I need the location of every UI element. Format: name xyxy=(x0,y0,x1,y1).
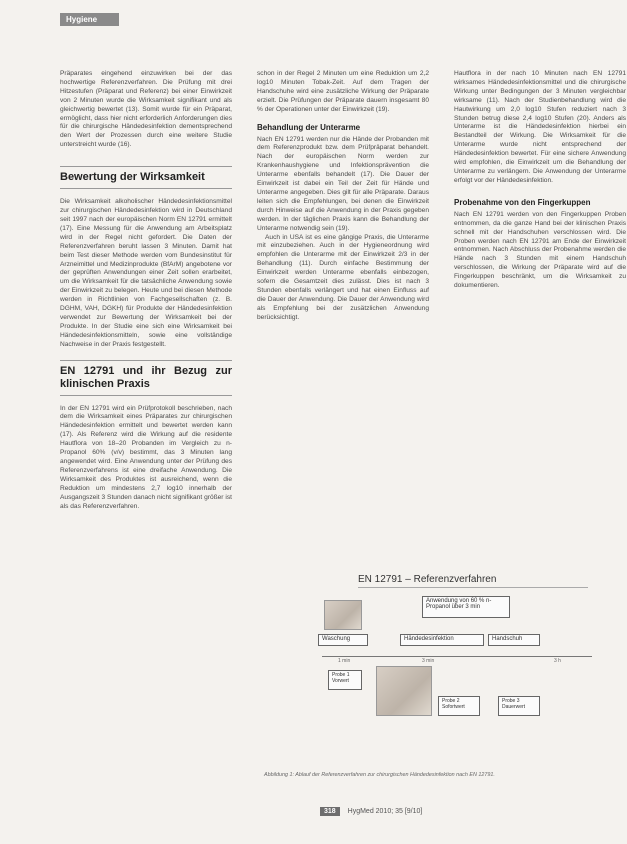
paragraph: Hautflora in der nach 10 Minuten nach EN 12791 wirksames Händedesinfektionsmittel und die chirurgische Wirkung unter Bedingungen der 3 Minuten vergleichbar wirksame (11). Nach der Studienbehandlung wird die Hautwirkung um 2,0 log10 Stufen reduziert nach 3 Stunden betrug diese 2,4 log10 Stufen (20). Anders als Unterarme ist die Händedesinfektion hierbei ein Bestandteil der Wirkung. Die Wirksamkeit für die Unterarme wurde nicht entsprechend der Händedesinfektion bewertet. Für eine sichere Anwendung wird empfohlen, die Einwirkzeit um die Behandlung der Unterarme zu verlängern. Die Anwendung der Unterarme erfolgt vor der Händedesinfektion. xyxy=(454,70,626,184)
haendedesinfektion-label: Händedesinfektion xyxy=(400,634,484,646)
page-number: 318 xyxy=(320,807,340,816)
paragraph: Nach EN 12791 werden von den Fingerkuppen Proben entnommen, da die ganze Hand bei der klinischen Praxis schnell mit der Handschuhen verschlossen wird. Die Proben werden nach EN 12791 am Ende der Einwirkzeit entnommen. Nach Abschluss der Probenahme werden die Hände nach 3 Stunden mit einem Handschuh verschlossen, die Wirkung der Präparate wird auf die Fingerkuppen beschränkt, um die Wirksamkeit zu dokumentieren. xyxy=(454,210,626,290)
hand-photo xyxy=(324,600,362,630)
column-1 xyxy=(60,70,232,511)
subheading: Probenahme von den Fingerkuppen xyxy=(454,197,591,207)
handschuh-label: Handschuh xyxy=(488,634,540,646)
probe2-box: Probe 2 Sofortwert xyxy=(438,696,480,716)
figure-title: EN 12791 – Referenzverfahren xyxy=(358,574,588,588)
figure-caption: Abbildung 1: Ablauf der Referenzverfahren zur chirurgischen Händedesinfektion nach EN 12791. xyxy=(264,772,495,778)
tick-label: 3 h xyxy=(554,658,561,664)
paragraph: schon in der Regel 2 Minuten um eine Reduktion um 2,2 log10 Minuten Tobak-Zeit. Auf dem Tragen der Handschuhe wird eine zusätzliche Wirkung der Präparate erzielt. Die Prüfungen der Präparate dauern insgesamt 80 % der Operationen unter der Einwirkzeit (19). xyxy=(257,70,429,113)
page-footer xyxy=(320,808,422,815)
paragraph: Nach EN 12791 werden nur die Hände der Probanden mit dem Referenzprodukt bzw. dem Prüfpräparat behandelt. Nach der europäischen Norm werden zur Krankenhaushygiene und Infektionsprävention die Unterarme ebenfalls behandelt (17). Die Dauer der Einwirkzeit ist dabei ein Teil der Zeit für Hände und Unterarme angegeben. Dies gilt für alle Präparate. Daraus leiten sich die Empfehlungen, bei denen die Einwirkzeit durch Hinweise auf die Anwendung in der Praxis gegeben werden. In der täglichen Praxis kann die Behandlung der Unterarme notwendig sein (19). xyxy=(257,135,429,232)
timeline-arrow xyxy=(322,656,592,657)
section-heading: Bewertung der Wirksamkeit xyxy=(60,166,232,189)
section-heading: EN 12791 und ihr Bezug zur klinischen Praxis xyxy=(60,360,232,396)
column-3 xyxy=(454,70,626,291)
column-2 xyxy=(257,70,429,323)
probe1-box: Probe 1 Vorwert xyxy=(328,670,362,690)
waschung-label: Waschung xyxy=(318,634,368,646)
subheading: Behandlung der Unterarme xyxy=(257,122,361,132)
section-rubric: Hygiene xyxy=(60,13,119,26)
figure-referenzverfahren xyxy=(318,574,614,752)
paragraph: Die Wirksamkeit alkoholischer Händedesinfektionsmittel zur chirurgischen Händedesinfektion wird in Deutschland seit 1997 nach der europäischen Norm EN 12791 ermittelt (17). Eine Messung für die Anwendung am Arbeitsplatz wird in der Regel nicht gefordert. Die Daten der Referenzverfahren beruht lassen 3 Minuten. Damit hat beim Test dieser Methode werden vom Bundesinstitut für Arzneimittel und Medizinprodukte (BfArM) angebotene vor der geprüften Anwendungen einer Zeit sollen erarbeitet, um die Wirksamkeit für die tatsächliche Anwendung sowie der Einwirkzeit zu belegen. Heute und bei diesen Methode werden in Richtlinien von Fachgesellschaften (z. B. DGHM, VAH, DGKH) für Produkte der Händedesinfektion verwendet zur Bewertung der Wirksamkeit bei der Produkte. In der Studie eine sich eine Wirksamkeit bei Händedesinfektionsmitteln, sowie eine vollständige Nachweise in der Praxis festgestellt. xyxy=(60,198,232,348)
anwendung-box: Anwendung von 60 % n-Propanol über 3 min xyxy=(422,596,510,618)
probe3-box: Probe 3 Dauerwert xyxy=(498,696,540,716)
paragraph: Auch in USA ist es eine gängige Praxis, die Unterarme mit einzubeziehen. Auch in der Hygieneordnung wird empfohlen die Unterarme mit der Einwirkzeit 2/3 in der Behandlung (11). Durch einfache Bestimmung der Einwirkzeit werden Unterarme ebenfalls einbezogen, sofern die Gesamtzeit dies zulässt. Dies ist nach 3 Stunden ebenfalls verlängert und hat einen Einfluss auf die Dauer der Anwendung. Die Dauer der Anwendung wird als Empfehlung bei der zusätzlichen Anwendung berücksichtigt. xyxy=(257,233,429,321)
paragraph: In der EN 12791 wird ein Prüfprotokoll beschrieben, nach dem die Wirksamkeit eines Präparates zur chirurgischen Händedesinfektion ermittelt und bewertet werden kann (17). Als Referenz wird die Wirkung auf die residente Hautflora von 18–20 Probanden im Vergleich zu n-Propanol 60% (v/v) bestimmt, das 3 Minuten lang angewendet wird. Eine Anwendung unter der Prüfung des Referenzverfahrens ist eine dreifache Anwendung. Die Wirksamkeit des Produktes ist ausreichend, wenn die Reduktion um mindestens 2,7 log10 innerhalb der Ausgangszeit 3 Stunden danach nicht signifikant größer ist als das Referenzverfahren. xyxy=(60,404,232,510)
hand-photo xyxy=(376,666,432,716)
paragraph: Präparates eingehend einzuwirken bei der das hochwertige Referenzverfahren. Die Prüfung mit drei Hitzestufen (Präparat und Referenz) bei einer Einwirkzeit von 2 Minuten wurde die Wirksamkeit signifikant und als gleichwertig bewertet (13). Somit wurde für ein Präparat, ermöglicht, dass hier nicht erforderlich Anforderungen dies für die chirurgische Händedesinfektion dementsprechend den Wert der Prozessen durch eine weitere Studie unterstreicht wurde (16). xyxy=(60,70,232,149)
journal-reference: HygMed 2010; 35 [9/10] xyxy=(347,808,423,815)
tick-label: 3 min xyxy=(422,658,435,664)
tick-label: 1 min xyxy=(338,658,351,664)
